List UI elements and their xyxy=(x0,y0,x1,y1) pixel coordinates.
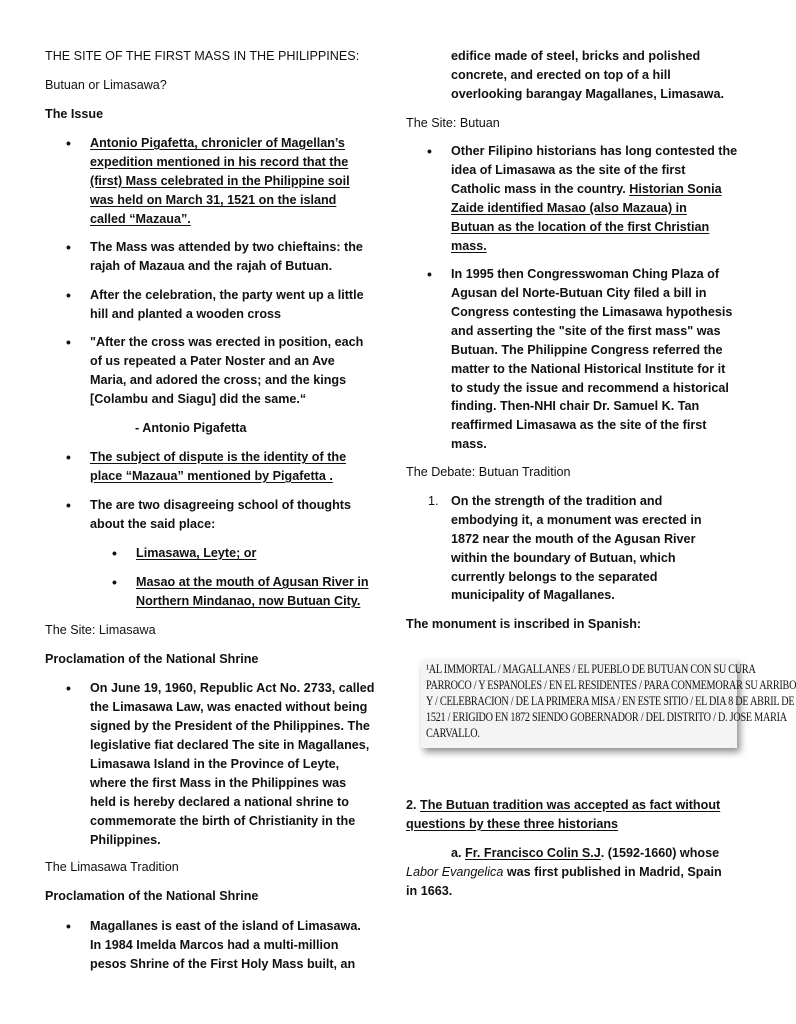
continuation-line: edifice made of steel, bricks and polished xyxy=(451,49,701,63)
inscription-line: 1521 / ERIGIDO EN 1872 SIENDO GOBERNADOR / DEL DISTRITO / D. JOSE MARIA xyxy=(426,711,787,725)
proclamation-line: Philippines. xyxy=(90,833,161,847)
document-title: THE SITE OF THE FIRST MASS IN THE PHILIPPINES: xyxy=(45,49,360,63)
quote-line: "After the cross was erected in position, each xyxy=(90,335,364,349)
butuan-line: Other Filipino historians has long contested the xyxy=(451,144,738,158)
sub-bullet-masao: Masao at the mouth of Agusan River in xyxy=(136,575,369,589)
site-limasawa-heading: The Site: Limasawa xyxy=(45,623,156,637)
item1-line: within the boundary of Butuan, which xyxy=(451,551,676,565)
congress-line: Congress contesting the Limasawa hypothesis xyxy=(451,305,733,319)
item2a-after: was first published in Madrid, Spain xyxy=(503,865,722,879)
inscription-image xyxy=(421,660,796,748)
butuan-line xyxy=(451,181,722,197)
quote-line: of us repeated a Pater Noster and an Ave xyxy=(90,354,335,368)
issue-bullet-1-line: was held on March 31, 1521 on the island xyxy=(90,193,337,207)
zaide-line: mass. xyxy=(451,239,487,253)
bullet-marker: • xyxy=(66,449,71,465)
inscription-line: CARVALLO. xyxy=(426,727,480,741)
item2a-line xyxy=(451,845,719,861)
inscription-line: ¹AL IMMORTAL / MAGALLANES / EL PUEBLO DE BUTUAN CON SU CURA xyxy=(426,663,756,677)
proclamation-heading: Proclamation of the National Shrine xyxy=(45,889,259,903)
congress-line: matter to the National Historical Institute for it xyxy=(451,362,726,376)
congress-line: Agusan del Norte-Butuan City filed a bill in xyxy=(451,286,707,300)
item2a-line: in 1663. xyxy=(406,884,453,898)
bullet-marker: • xyxy=(66,680,71,696)
inscription-line: PARROCO / Y ESPANOLES / EN EL RESIDENTES / PARA CONMEMORAR SU ARRIBO xyxy=(426,679,796,693)
magallanes-line: pesos Shrine of the First Holy Mass built, an xyxy=(90,957,356,971)
site-butuan-heading: The Site: Butuan xyxy=(406,116,500,130)
item1-line: currently belongs to the separated xyxy=(451,570,658,584)
sub-bullet-limasawa: Limasawa, Leyte; or xyxy=(136,546,257,560)
debate-heading: The Debate: Butuan Tradition xyxy=(406,465,571,479)
bullet-marker: • xyxy=(427,143,432,159)
continuation-line: overlooking barangay Magallanes, Limasawa. xyxy=(451,87,724,101)
bullet-marker: • xyxy=(66,497,71,513)
congress-line: reaffirmed Limasawa as the site of the first xyxy=(451,418,707,432)
quote-attribution: - Antonio Pigafetta xyxy=(135,421,247,435)
item2a-prefix: a. xyxy=(451,846,466,860)
zaide-line: Zaide identified Masao (also Mazaua) in xyxy=(451,201,687,215)
congress-line: and asserting the "site of the first mass" was xyxy=(451,324,721,338)
continuation-line: concrete, and erected on top of a hill xyxy=(451,68,671,82)
congress-line: In 1995 then Congresswoman Ching Plaza of xyxy=(451,267,720,281)
issue-bullet-1-line: called “Mazaua”. xyxy=(90,212,191,226)
proclamation-line: the Limasawa Law, was enacted without being xyxy=(90,700,368,714)
issue-bullet-2-line: rajah of Mazaua and the rajah of Butuan. xyxy=(90,259,333,273)
congress-line: Butuan. The Philippine Congress referred the xyxy=(451,343,723,357)
proclamation-line: Limasawa Island in the Province of Leyte, xyxy=(90,757,340,771)
bullet-marker: • xyxy=(112,545,117,561)
proclamation-heading: Proclamation of the National Shrine xyxy=(45,652,259,666)
dispute-line: The subject of dispute is the identity of the xyxy=(90,450,347,464)
item1-line: On the strength of the tradition and xyxy=(451,494,663,508)
item2a-rest: . (1592-1660) whose xyxy=(600,846,720,860)
issue-bullet-1-line: Antonio Pigafetta, chronicler of Magellan’s xyxy=(90,136,345,150)
congress-line: mass. xyxy=(451,437,487,451)
issue-bullet-3-line: hill and planted a wooden cross xyxy=(90,307,282,321)
sub-bullet-masao: Northern Mindanao, now Butuan City. xyxy=(136,594,361,608)
zaide-line: Butuan as the location of the first Christian xyxy=(451,220,710,234)
proclamation-line: commemorate the birth of Christianity in the xyxy=(90,814,356,828)
item2-line xyxy=(406,797,720,813)
schools-line: about the said place: xyxy=(90,517,216,531)
issue-heading: The Issue xyxy=(45,107,104,121)
item-number: 1. xyxy=(428,494,439,508)
document-subtitle: Butuan or Limasawa? xyxy=(45,78,167,92)
zaide-underlined: Historian Sonia xyxy=(629,182,722,196)
monument-caption: The monument is inscribed in Spanish: xyxy=(406,617,642,631)
limasawa-tradition-heading: The Limasawa Tradition xyxy=(45,860,179,874)
inscription-line: Y / CELEBRACION / DE LA PRIMERA MISA / EN ESTE SITIO / EL DIA 8 DE ABRIL DE xyxy=(426,695,795,709)
proclamation-line: legislative fiat declared The site in Magallanes, xyxy=(90,738,370,752)
quote-line: [Colambu and Siagu] did the same.“ xyxy=(90,392,307,406)
item1-line: municipality of Magallanes. xyxy=(451,588,615,602)
item1-line: 1872 near the mouth of the Agusan River xyxy=(451,532,696,546)
issue-bullet-2-line: The Mass was attended by two chieftains: the xyxy=(90,240,363,254)
book-title: Labor Evangelica xyxy=(406,865,504,879)
butuan-text: Catholic mass in the country. xyxy=(451,182,630,196)
proclamation-line: signed by the President of the Philippines. The xyxy=(90,719,370,733)
bullet-marker: • xyxy=(66,334,71,350)
item2a-line xyxy=(406,864,722,880)
quote-line: Maria, and adored the cross; and the kings xyxy=(90,373,347,387)
congress-line: to study the issue and recommend a historical xyxy=(451,381,729,395)
proclamation-line: where the first Mass in the Philippines was xyxy=(90,776,347,790)
proclamation-line: held is hereby declared a national shrine to xyxy=(90,795,349,809)
bullet-marker: • xyxy=(66,135,71,151)
colin-name: Fr. Francisco Colin S.J xyxy=(465,846,601,860)
congress-line: finding. Then-NHI chair Dr. Samuel K. Tan xyxy=(451,399,700,413)
dispute-line: place “Mazaua” mentioned by Pigafetta . xyxy=(90,469,333,483)
magallanes-line: In 1984 Imelda Marcos had a multi-million xyxy=(90,938,339,952)
issue-bullet-1-line: (first) Mass celebrated in the Philippine soil xyxy=(90,174,350,188)
item1-line: embodying it, a monument was erected in xyxy=(451,513,702,527)
bullet-marker: • xyxy=(66,239,71,255)
issue-bullet-3-line: After the celebration, the party went up a little xyxy=(90,288,364,302)
item2-line: questions by these three historians xyxy=(406,817,619,831)
item2-underlined: The Butuan tradition was accepted as fact without xyxy=(420,798,721,812)
bullet-marker: • xyxy=(66,287,71,303)
schools-line: The are two disagreeing school of thoughts xyxy=(90,498,351,512)
bullet-marker: • xyxy=(427,266,432,282)
butuan-line: idea of Limasawa as the site of the first xyxy=(451,163,686,177)
bullet-marker: • xyxy=(66,918,71,934)
bullet-marker: • xyxy=(112,574,117,590)
item-number: 2. xyxy=(406,798,421,812)
magallanes-line: Magallanes is east of the island of Limasawa. xyxy=(90,919,361,933)
issue-bullet-1-line: expedition mentioned in his record that the xyxy=(90,155,349,169)
proclamation-line: On June 19, 1960, Republic Act No. 2733, called xyxy=(90,681,375,695)
